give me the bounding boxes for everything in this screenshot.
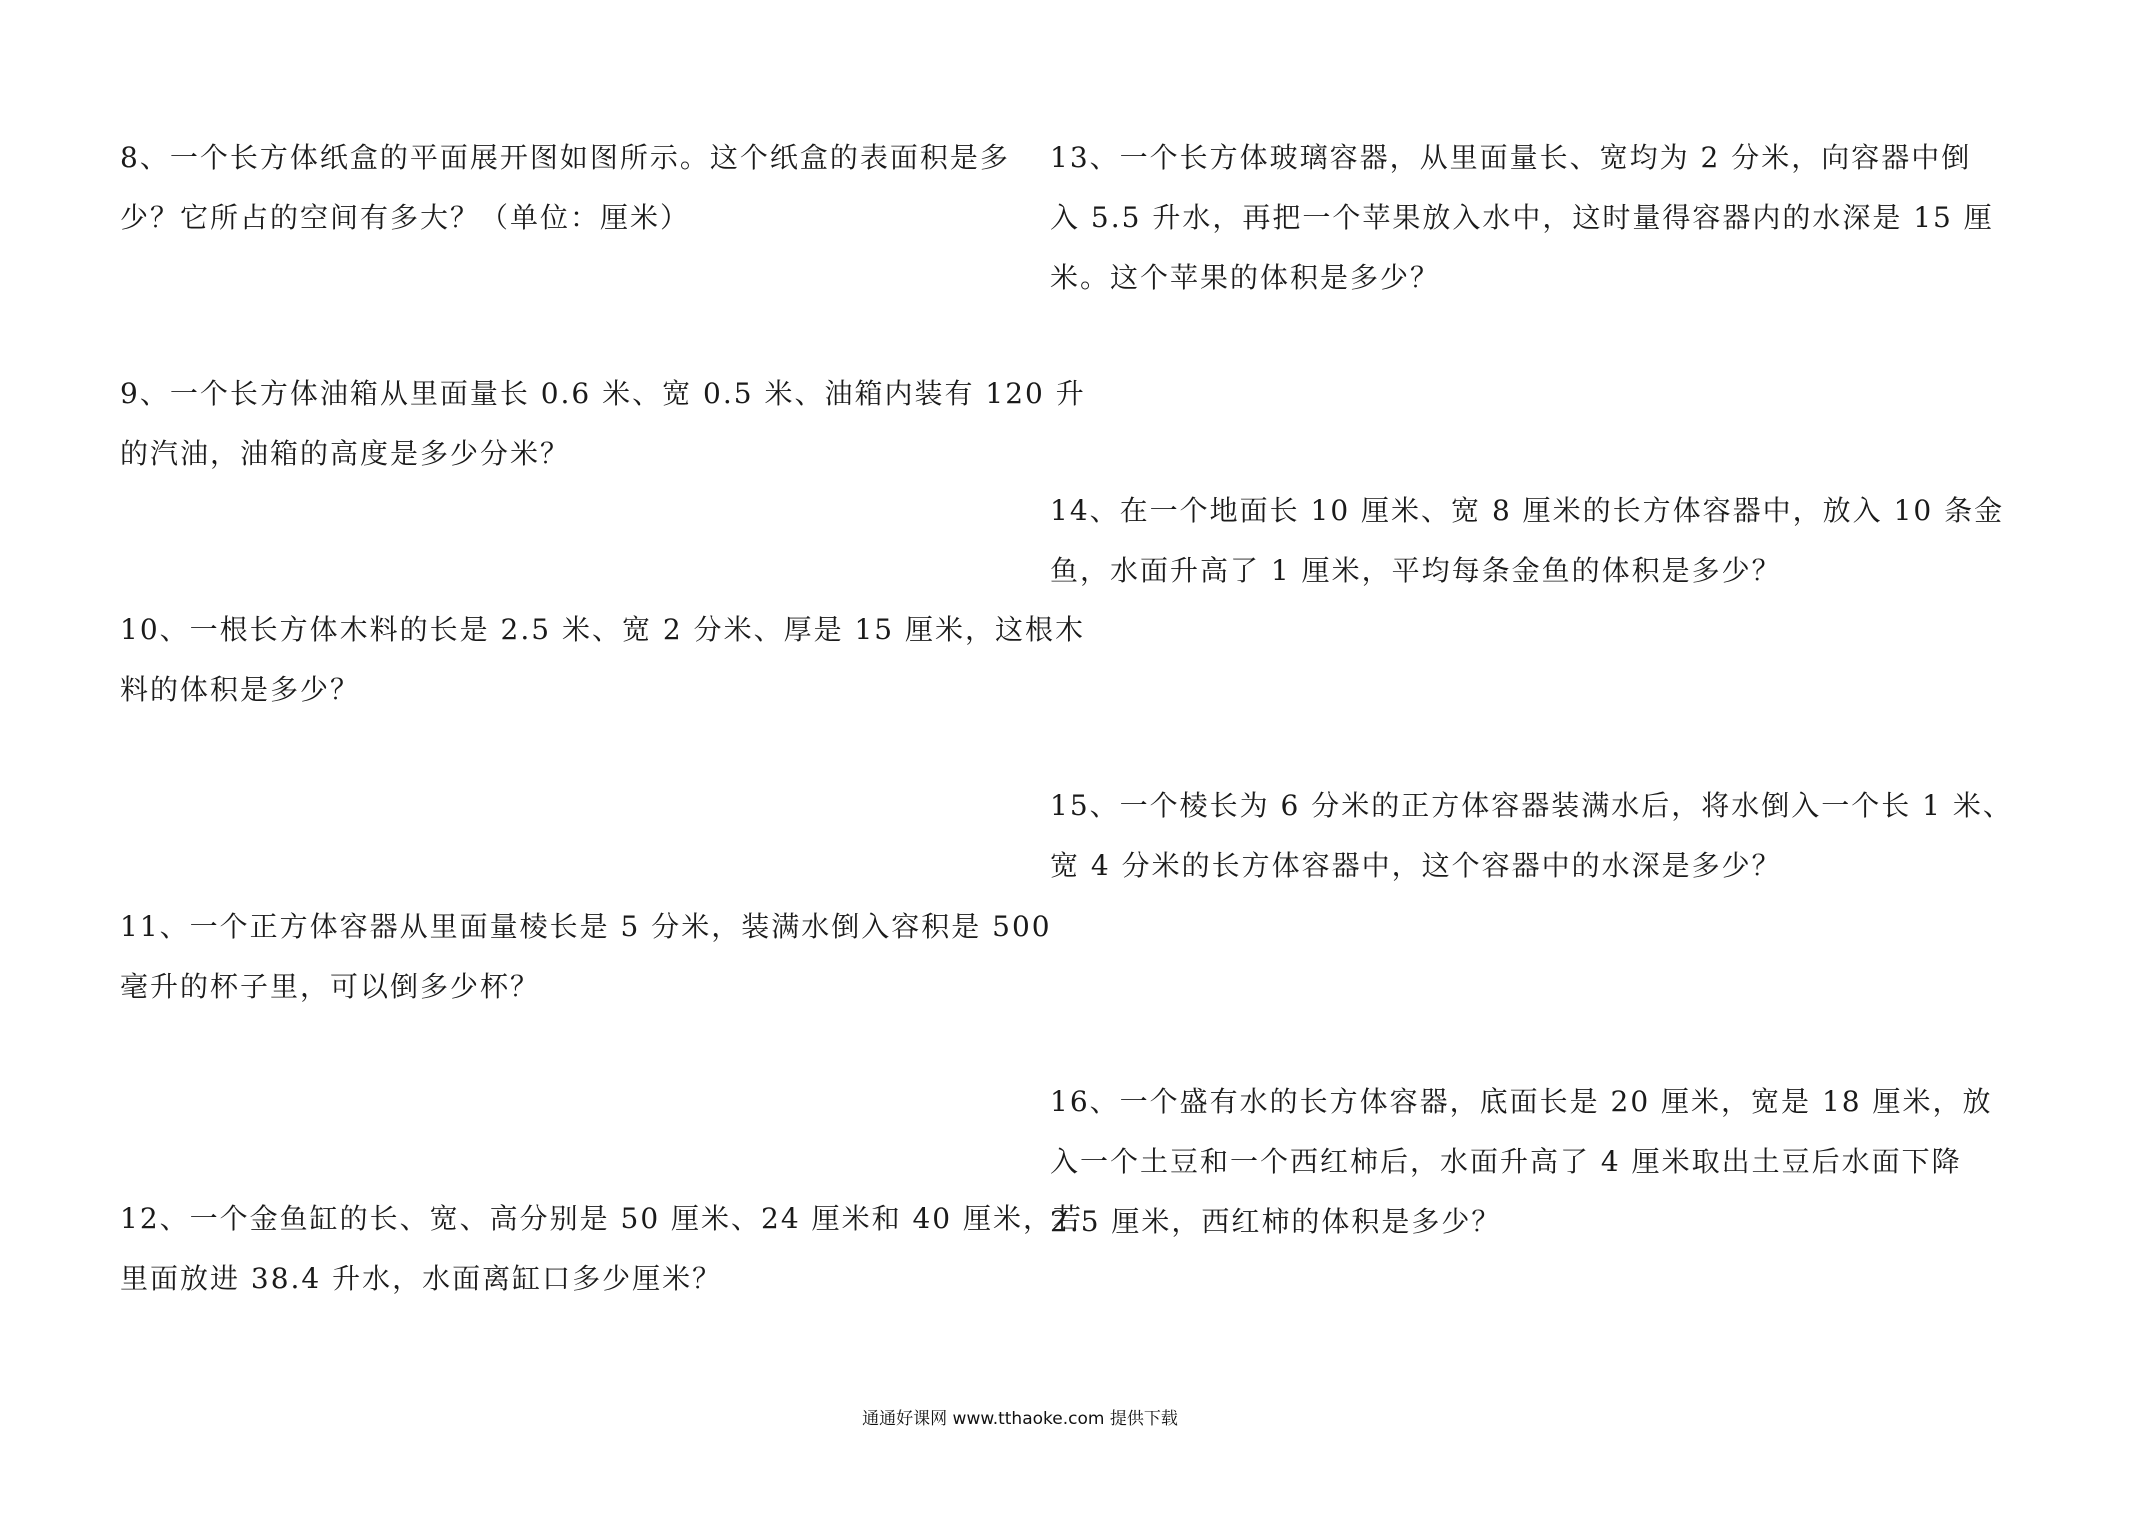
- problem-12-line-1: 12、一个金鱼缸的长、宽、高分别是 50 厘米、24 厘米和 40 厘米，若: [120, 1202, 1084, 1235]
- problem-15: [1050, 776, 2013, 896]
- problem-14: [1050, 481, 2005, 601]
- problem-11-line-1: 11、一个正方体容器从里面量棱长是 5 分米，装满水倒入容积是 500: [120, 910, 1052, 943]
- problem-14-line-1: 14、在一个地面长 10 厘米、宽 8 厘米的长方体容器中，放入 10 条金: [1050, 494, 2005, 527]
- problem-13-line-3: 米。这个苹果的体积是多少？: [1050, 261, 1441, 294]
- problem-9-line-1: 9、一个长方体油箱从里面量长 0.6 米、宽 0.5 米、油箱内装有 120 升: [120, 377, 1086, 410]
- problem-11: [120, 897, 1052, 1017]
- problem-15-line-1: 15、一个棱长为 6 分米的正方体容器装满水后，将水倒入一个长 1 米、: [1050, 789, 2013, 822]
- problem-10-line-1: 10、一根长方体木料的长是 2.5 米、宽 2 分米、厚是 15 厘米，这根木: [120, 613, 1086, 646]
- problem-16-line-3: 2.5 厘米，西红柿的体积是多少？: [1050, 1205, 1502, 1238]
- problem-10: [120, 600, 1086, 720]
- problem-9: [120, 364, 1086, 484]
- problem-11-line-2: 毫升的杯子里，可以倒多少杯？: [120, 970, 541, 1003]
- problem-13-line-1: 13、一个长方体玻璃容器，从里面量长、宽均为 2 分米，向容器中倒: [1050, 141, 1972, 174]
- problem-8-line-1: 8、一个长方体纸盒的平面展开图如图所示。这个纸盒的表面积是多: [120, 141, 1010, 174]
- problem-13: [1050, 128, 1994, 308]
- problem-13-line-2: 入 5.5 升水，再把一个苹果放入水中，这时量得容器内的水深是 15 厘: [1050, 201, 1994, 234]
- problem-15-line-2: 宽 4 分米的长方体容器中，这个容器中的水深是多少？: [1050, 849, 1782, 882]
- problem-16-line-2: 入一个土豆和一个西红柿后，水面升高了 4 厘米取出土豆后水面下降: [1050, 1145, 1962, 1178]
- problem-12: [120, 1189, 1084, 1309]
- problem-8: [120, 128, 1020, 248]
- problem-16-line-1: 16、一个盛有水的长方体容器，底面长是 20 厘米，宽是 18 厘米，放: [1050, 1085, 1993, 1118]
- problem-14-line-2: 鱼，水面升高了 1 厘米，平均每条金鱼的体积是多少？: [1050, 554, 1782, 587]
- problem-8-line-2: 少？它所占的空间有多大？（单位：厘米）: [120, 201, 691, 234]
- problem-16: [1050, 1072, 1993, 1252]
- problem-12-line-2: 里面放进 38.4 升水，水面离缸口多少厘米？: [120, 1262, 723, 1295]
- footer-credit: 通通好课网 www.tthaoke.com 提供下载: [862, 1409, 1178, 1429]
- problem-9-line-2: 的汽油，油箱的高度是多少分米？: [120, 437, 571, 470]
- problem-10-line-2: 料的体积是多少？: [120, 673, 361, 706]
